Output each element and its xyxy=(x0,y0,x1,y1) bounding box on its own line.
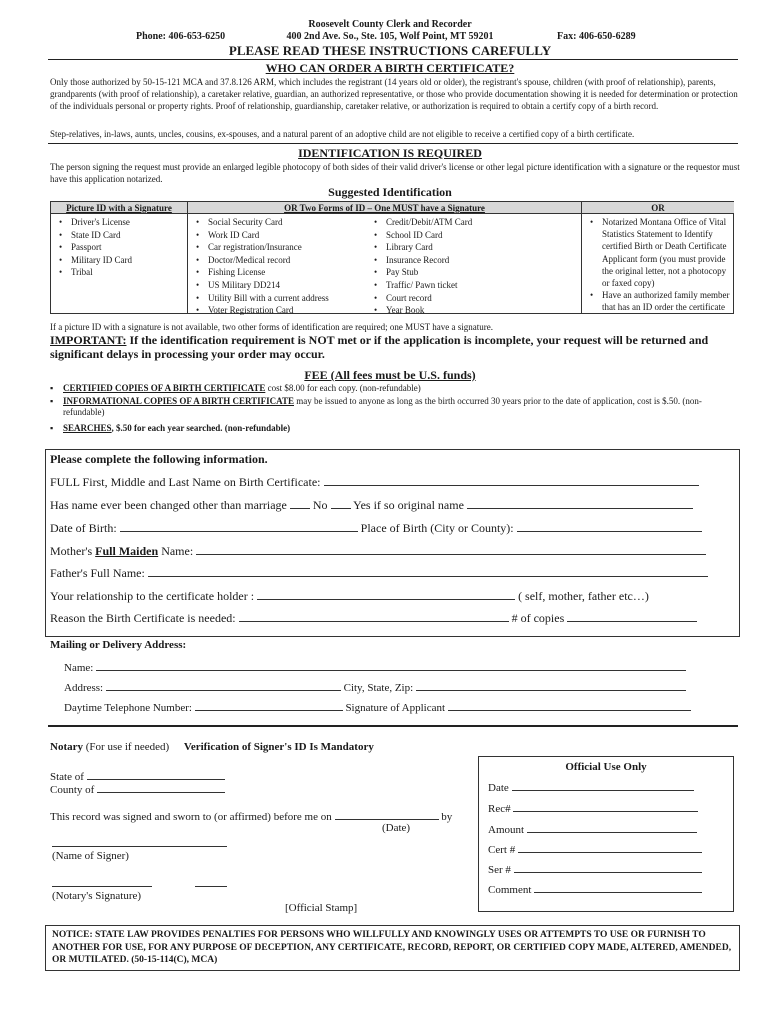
id-option: • Voter Registration Card xyxy=(194,304,374,317)
id-option: • Year Book xyxy=(372,304,572,317)
fee-searches-text: , $.50 for each year searched. (non-refundable) xyxy=(111,423,291,433)
notary-date-input[interactable] xyxy=(335,809,439,820)
name-changed-no-input[interactable] xyxy=(290,498,310,509)
notary-by-label: by xyxy=(441,811,453,823)
id-after-note: If a picture ID with a signature is not available, two other forms of identification are required; one MUST have a signature. xyxy=(50,322,493,332)
mailing-rule xyxy=(48,725,738,727)
notary-heading-row xyxy=(50,741,374,754)
signature-label: Signature of Applicant xyxy=(345,702,446,714)
id-option: • Notarized Montana Office of Vital Statistics Statement to Identify certified Birth or Death Certificate Applicant form (you must provide the original letter, not a photocopy or faxed copy) xyxy=(588,216,730,289)
id-col-two-forms-head: OR Two Forms of ID – One MUST have a Signature xyxy=(188,202,581,214)
official-date-label: Date xyxy=(488,782,509,794)
fee-heading: FEE (All fees must be U.S. funds) xyxy=(304,368,476,382)
father-row xyxy=(50,566,708,580)
fee-informational xyxy=(50,396,740,418)
official-comment-input[interactable] xyxy=(534,882,702,893)
id-option: • US Military DD214 xyxy=(194,279,374,292)
official-ser-row xyxy=(488,862,702,877)
notary-county-label: County of xyxy=(50,784,95,796)
relationship-row xyxy=(50,589,649,603)
copies-input[interactable] xyxy=(567,611,697,622)
id-heading: IDENTIFICATION IS REQUIRED xyxy=(298,146,482,160)
notary-heading-note: (For use if needed) xyxy=(83,741,170,753)
id-option: • Pay Stub xyxy=(372,266,572,279)
relationship-label: Your relationship to the certificate holder : xyxy=(50,589,255,603)
official-rec-input[interactable] xyxy=(513,801,698,812)
id-body: The person signing the request must provide an enlarged legible photocopy of both sides of their valid driver's license or other legal picture identification with a signature or the requestor must have this application notarized. xyxy=(50,162,740,184)
mailing-name-input[interactable] xyxy=(96,660,686,671)
notary-signature-input-tail[interactable] xyxy=(195,886,227,887)
notary-signer-caption: (Name of Signer) xyxy=(52,850,129,862)
id-option: • Fishing License xyxy=(194,266,374,279)
id-col-or xyxy=(582,202,734,313)
official-cert-label: Cert # xyxy=(488,844,516,856)
official-use-heading: Official Use Only xyxy=(565,761,647,773)
id-option: • Car registration/Insurance xyxy=(194,241,374,254)
original-name-input[interactable] xyxy=(467,498,693,509)
official-cert-input[interactable] xyxy=(518,842,702,853)
notary-stamp-caption: [Official Stamp] xyxy=(285,902,358,914)
official-amount-row xyxy=(488,822,697,837)
notary-state-input[interactable] xyxy=(87,769,225,780)
page-title: PLEASE READ THESE INSTRUCTIONS CAREFULLY xyxy=(228,43,552,58)
official-cert-row xyxy=(488,842,702,857)
dob-label: Date of Birth: xyxy=(50,521,117,535)
official-comment-row xyxy=(488,882,702,897)
fee-informational-text: may be issued to anyone as long as the birth occurred 30 years prior to the date of application, cost is $.50. (non-refundable) xyxy=(63,396,702,417)
id-option: • Doctor/Medical record xyxy=(194,254,374,267)
who-body: Only those authorized by 50-15-121 MCA and 37.8.126 ARM, which includes the registrant (14 years old or older), the registrant's spouse, children (with proof of relationship), parents, grandparents (with proof of relationship), a caretaker relative, guardian, an authorized representative, or those who provide documentation showing it is needed for determination or protection of the individuals personal or property rights. Proof of relationship, guardianship, caretaker relative, or authorization is required to obtain a certify copy of a birth record. xyxy=(50,77,738,111)
name-changed-row xyxy=(50,498,693,512)
mailing-phone-label: Daytime Telephone Number: xyxy=(64,702,192,714)
who-heading: WHO CAN ORDER A BIRTH CERTIFICATE? xyxy=(265,61,515,75)
full-name-label: FULL First, Middle and Last Name on Birth Certificate: xyxy=(50,475,321,489)
notary-heading: Notary xyxy=(50,741,83,753)
notary-signer-input[interactable] xyxy=(52,846,227,847)
important-notice xyxy=(50,333,740,361)
name-changed-label: Has name ever been changed other than marriage xyxy=(50,498,287,512)
office-fax: Fax: 406-650-6289 xyxy=(557,31,636,42)
id-col-picture xyxy=(51,202,188,313)
relationship-hint: ( self, mother, father etc…) xyxy=(518,589,649,603)
id-option: • Insurance Record xyxy=(372,254,572,267)
id-col-or-head: OR xyxy=(582,202,734,214)
fee-certified xyxy=(50,383,740,394)
id-option: • School ID Card xyxy=(372,229,572,242)
pob-input[interactable] xyxy=(517,521,702,532)
no-label: No xyxy=(312,498,328,512)
notary-date-caption: (Date) xyxy=(382,822,411,834)
id-option: • Tribal xyxy=(57,266,183,279)
id-option: • Have an authorized family member that has an ID order the certificate xyxy=(588,289,730,313)
mailing-phone-input[interactable] xyxy=(195,700,343,711)
fee-certified-label: CERTIFIED COPIES OF A BIRTH CERTIFICATE xyxy=(63,383,266,393)
official-comment-label: Comment xyxy=(488,884,532,896)
notary-signature-input[interactable] xyxy=(52,886,152,887)
notary-sworn-label: This record was signed and sworn to (or affirmed) before me on xyxy=(50,811,332,823)
notary-county-input[interactable] xyxy=(97,782,225,793)
mailing-phone-row xyxy=(64,700,691,715)
form-heading: Please complete the following information. xyxy=(50,452,268,466)
original-name-label: if so original name xyxy=(373,498,464,512)
reason-row xyxy=(50,611,697,625)
fee-searches xyxy=(50,423,740,434)
mother-label-bold: Full Maiden xyxy=(95,544,159,558)
mailing-name-row xyxy=(64,660,686,675)
official-amount-input[interactable] xyxy=(527,822,697,833)
id-option: • Credit/Debit/ATM Card xyxy=(372,216,572,229)
mailing-city-input[interactable] xyxy=(416,680,686,691)
pob-label: Place of Birth (City or County): xyxy=(360,521,514,535)
mother-row xyxy=(50,544,706,558)
title-rule xyxy=(48,59,738,60)
relationship-input[interactable] xyxy=(257,589,515,600)
reason-label: Reason the Birth Certificate is needed: xyxy=(50,611,236,625)
id-option: • Traffic/ Pawn ticket xyxy=(372,279,572,292)
mailing-address-row xyxy=(64,680,686,695)
id-option: • Military ID Card xyxy=(57,254,183,267)
mailing-address-input[interactable] xyxy=(106,680,341,691)
id-option: • Passport xyxy=(57,241,183,254)
who-rule xyxy=(48,143,738,144)
full-name-row xyxy=(50,475,699,489)
dob-input[interactable] xyxy=(120,521,358,532)
notary-county-row xyxy=(50,782,225,797)
notary-signature-caption: (Notary's Signature) xyxy=(52,890,142,902)
official-ser-label: Ser # xyxy=(488,864,511,876)
legal-notice: NOTICE: STATE LAW PROVIDES PENALTIES FOR PERSONS WHO WILLFULLY AND KNOWINGLY USES OR ATTEMPTS TO USE OR FURNISH TO ANOTHER FOR USE, FOR ANY PURPOSE OF DECEPTION, ANY CERTIFICATE, RECORD, REPORT, OR CERTIFIED COPY MADE, ALTERED, AMENDED, OR MUTILATED. (50-15-114(C), MCA) xyxy=(52,930,732,965)
fee-informational-label: INFORMATIONAL COPIES OF A BIRTH CERTIFICATE xyxy=(63,396,294,406)
mother-label-suffix: Name: xyxy=(158,544,194,558)
reason-input[interactable] xyxy=(239,611,509,622)
id-option: • Social Security Card xyxy=(194,216,374,229)
official-ser-input[interactable] xyxy=(514,862,702,873)
yes-label: Yes xyxy=(353,498,371,512)
id-list-picture xyxy=(57,216,183,279)
mother-label-prefix: Mother's xyxy=(50,544,96,558)
official-date-row xyxy=(488,780,694,795)
fee-searches-label: SEARCHES xyxy=(63,423,112,433)
official-date-input[interactable] xyxy=(512,780,694,791)
full-name-input[interactable] xyxy=(324,475,699,486)
father-label: Father's Full Name: xyxy=(50,566,145,580)
notary-verification: Verification of Signer's ID Is Mandatory xyxy=(183,741,374,753)
applicant-signature-input[interactable] xyxy=(448,700,691,711)
important-text: If the identification requirement is NOT met or if the application is incomplete, your request will be returned and significant delays in processing your order may occur. xyxy=(50,333,709,361)
id-list-two-forms-b xyxy=(372,216,572,317)
official-rec-row xyxy=(488,801,698,816)
office-phone: Phone: 406-653-6250 xyxy=(136,31,226,42)
id-option: • Utility Bill with a current address xyxy=(194,292,374,305)
id-col-two-forms xyxy=(188,202,582,316)
id-list-two-forms-a xyxy=(194,216,374,317)
father-name-input[interactable] xyxy=(148,566,708,577)
name-changed-yes-input[interactable] xyxy=(331,498,351,509)
mailing-address-label: Address: xyxy=(64,682,104,694)
id-option: • Work ID Card xyxy=(194,229,374,242)
mailing-heading: Mailing or Delivery Address: xyxy=(50,639,187,651)
official-amount-label: Amount xyxy=(488,824,525,836)
official-rec-label: Rec# xyxy=(488,803,511,815)
id-option: • State ID Card xyxy=(57,229,183,242)
mailing-city-label: City, State, Zip: xyxy=(343,682,414,694)
mother-name-input[interactable] xyxy=(196,544,706,555)
suggested-id-heading: Suggested Identification xyxy=(328,185,452,199)
who-note: Step-relatives, in-laws, aunts, uncles, cousins, ex-spouses, and a natural parent of an adoptive child are not eligible to receive a certified copy of a birth certificate. xyxy=(50,129,635,139)
fee-certified-text: cost $8.00 for each copy. (non-refundable) xyxy=(265,383,421,393)
id-option: • Driver's License xyxy=(57,216,183,229)
id-table xyxy=(50,201,734,314)
id-option: • Library Card xyxy=(372,241,572,254)
id-col-picture-head: Picture ID with a Signature xyxy=(51,202,187,214)
birth-row xyxy=(50,521,702,535)
id-option: • Court record xyxy=(372,292,572,305)
notary-state-label: State of xyxy=(50,771,84,783)
important-label: IMPORTANT: xyxy=(50,333,127,347)
mailing-name-label: Name: xyxy=(64,662,94,674)
office-address: 400 2nd Ave. So., Ste. 105, Wolf Point, MT 59201 xyxy=(286,31,494,42)
id-list-or xyxy=(588,216,730,314)
office-name: Roosevelt County Clerk and Recorder xyxy=(308,19,472,30)
copies-label: # of copies xyxy=(511,611,565,625)
